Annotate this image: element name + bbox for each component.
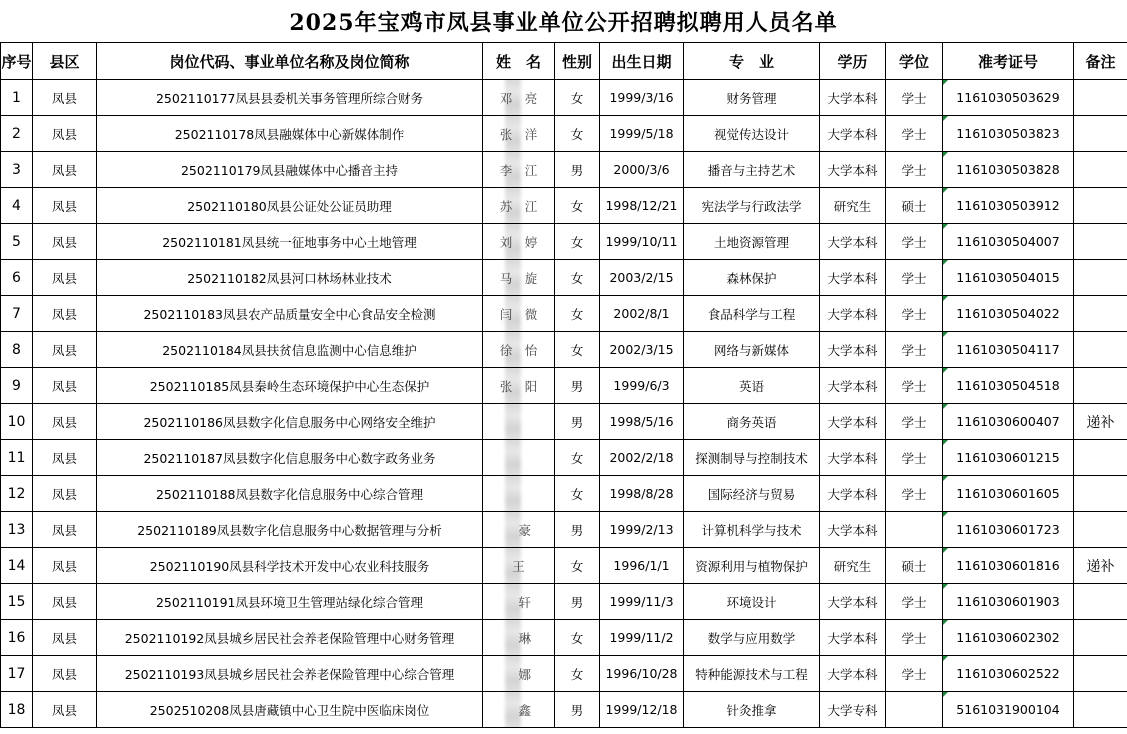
post-cell: 2502110192凤县城乡居民社会养老保险管理中心财务管理 xyxy=(97,620,483,656)
major-cell: 数学与应用数学 xyxy=(684,620,820,656)
name-cell xyxy=(483,188,555,224)
exam-id-cell xyxy=(943,476,1074,512)
major-cell: 土地资源管理 xyxy=(684,224,820,260)
exam-id-text: 1161030503828 xyxy=(956,162,1060,177)
birth-cell: 1999/10/11 xyxy=(600,224,684,260)
note-cell xyxy=(1074,224,1127,260)
degree-cell: 学士 xyxy=(886,620,943,656)
gender-cell: 女 xyxy=(555,620,600,656)
exam-id-cell xyxy=(943,692,1074,728)
gender-cell: 女 xyxy=(555,80,600,116)
exam-id-cell xyxy=(943,404,1074,440)
education-cell: 大学专科 xyxy=(820,692,886,728)
seq-cell: 3 xyxy=(1,152,33,188)
post-cell: 2502110181凤县统一征地事务中心土地管理 xyxy=(97,224,483,260)
note-cell xyxy=(1074,656,1127,692)
gender-cell: 男 xyxy=(555,584,600,620)
name-text: 刘 婷 xyxy=(499,234,538,250)
redaction-blur xyxy=(505,404,521,440)
post-cell: 2502110179凤县融媒体中心播音主持 xyxy=(97,152,483,188)
name-cell xyxy=(483,440,555,476)
post-cell: 2502110185凤县秦岭生态环境保护中心生态保护 xyxy=(97,368,483,404)
birth-cell: 2000/3/6 xyxy=(600,152,684,188)
table-row xyxy=(1,548,1127,584)
birth-cell: 1996/10/28 xyxy=(600,656,684,692)
degree-cell: 学士 xyxy=(886,584,943,620)
major-cell: 宪法学与行政法学 xyxy=(684,188,820,224)
major-cell: 针灸推拿 xyxy=(684,692,820,728)
major-cell: 英语 xyxy=(684,368,820,404)
education-cell: 大学本科 xyxy=(820,512,886,548)
education-cell: 大学本科 xyxy=(820,332,886,368)
name-text: 豪 xyxy=(505,522,531,538)
table-row xyxy=(1,692,1127,728)
exam-id-cell xyxy=(943,80,1074,116)
note-cell xyxy=(1074,116,1127,152)
education-cell: 大学本科 xyxy=(820,296,886,332)
name-cell xyxy=(483,332,555,368)
county-cell: 凤县 xyxy=(33,260,97,296)
county-cell: 凤县 xyxy=(33,332,97,368)
note-cell xyxy=(1074,692,1127,728)
exam-id-text: 5161031900104 xyxy=(956,702,1060,717)
education-cell: 大学本科 xyxy=(820,116,886,152)
col-header-note: 备注 xyxy=(1074,43,1127,80)
seq-cell: 14 xyxy=(1,548,33,584)
seq-cell: 12 xyxy=(1,476,33,512)
degree-cell xyxy=(886,512,943,548)
col-header-seq: 序号 xyxy=(1,43,33,80)
table-row xyxy=(1,260,1127,296)
education-cell: 大学本科 xyxy=(820,260,886,296)
birth-cell: 1998/5/16 xyxy=(600,404,684,440)
name-cell xyxy=(483,476,555,512)
error-indicator-icon xyxy=(943,512,948,517)
county-cell: 凤县 xyxy=(33,656,97,692)
col-header-education: 学历 xyxy=(820,43,886,80)
name-cell xyxy=(483,296,555,332)
name-cell xyxy=(483,512,555,548)
exam-id-text: 1161030601605 xyxy=(956,486,1060,501)
birth-cell: 1996/1/1 xyxy=(600,548,684,584)
note-cell xyxy=(1074,476,1127,512)
county-cell: 凤县 xyxy=(33,116,97,152)
error-indicator-icon xyxy=(943,584,948,589)
birth-cell: 1999/2/13 xyxy=(600,512,684,548)
exam-id-text: 1161030504022 xyxy=(956,306,1060,321)
seq-cell: 4 xyxy=(1,188,33,224)
post-cell: 2502110184凤县扶贫信息监测中心信息维护 xyxy=(97,332,483,368)
county-cell: 凤县 xyxy=(33,584,97,620)
name-cell xyxy=(483,692,555,728)
gender-cell: 女 xyxy=(555,440,600,476)
county-cell: 凤县 xyxy=(33,188,97,224)
table-row xyxy=(1,296,1127,332)
gender-cell: 男 xyxy=(555,152,600,188)
name-cell xyxy=(483,260,555,296)
major-cell: 资源利用与植物保护 xyxy=(684,548,820,584)
birth-cell: 2002/8/1 xyxy=(600,296,684,332)
post-cell: 2502110193凤县城乡居民社会养老保险管理中心综合管理 xyxy=(97,656,483,692)
exam-id-text: 1161030503629 xyxy=(956,90,1060,105)
error-indicator-icon xyxy=(943,476,948,481)
gender-cell: 女 xyxy=(555,260,600,296)
name-cell xyxy=(483,584,555,620)
error-indicator-icon xyxy=(943,656,948,661)
degree-cell: 学士 xyxy=(886,116,943,152)
col-header-exam-id: 准考证号 xyxy=(943,43,1074,80)
gender-cell: 女 xyxy=(555,332,600,368)
gender-cell: 男 xyxy=(555,404,600,440)
exam-id-cell xyxy=(943,224,1074,260)
name-cell xyxy=(483,620,555,656)
county-cell: 凤县 xyxy=(33,512,97,548)
name-cell xyxy=(483,116,555,152)
name-cell xyxy=(483,656,555,692)
education-cell: 研究生 xyxy=(820,188,886,224)
col-header-degree: 学位 xyxy=(886,43,943,80)
note-cell: 递补 xyxy=(1074,404,1127,440)
exam-id-cell xyxy=(943,260,1074,296)
exam-id-text: 1161030503912 xyxy=(956,198,1060,213)
education-cell: 大学本科 xyxy=(820,584,886,620)
county-cell: 凤县 xyxy=(33,368,97,404)
exam-id-text: 1161030504007 xyxy=(956,234,1060,249)
gender-cell: 女 xyxy=(555,656,600,692)
seq-cell: 9 xyxy=(1,368,33,404)
name-text: 娜 xyxy=(505,666,531,682)
error-indicator-icon xyxy=(943,188,948,193)
county-cell: 凤县 xyxy=(33,152,97,188)
gender-cell: 女 xyxy=(555,188,600,224)
post-cell: 2502110189凤县数字化信息服务中心数据管理与分析 xyxy=(97,512,483,548)
seq-cell: 8 xyxy=(1,332,33,368)
table-row xyxy=(1,584,1127,620)
note-cell xyxy=(1074,368,1127,404)
seq-cell: 6 xyxy=(1,260,33,296)
education-cell: 大学本科 xyxy=(820,152,886,188)
name-text: 李 江 xyxy=(499,162,538,178)
seq-cell: 10 xyxy=(1,404,33,440)
note-cell xyxy=(1074,440,1127,476)
table-row xyxy=(1,404,1127,440)
col-header-birth: 出生日期 xyxy=(600,43,684,80)
error-indicator-icon xyxy=(943,368,948,373)
degree-cell: 硕士 xyxy=(886,548,943,584)
education-cell: 大学本科 xyxy=(820,476,886,512)
error-indicator-icon xyxy=(943,296,948,301)
exam-id-cell xyxy=(943,152,1074,188)
county-cell: 凤县 xyxy=(33,476,97,512)
degree-cell: 学士 xyxy=(886,476,943,512)
exam-id-text: 1161030601723 xyxy=(956,522,1060,537)
birth-cell: 2003/2/15 xyxy=(600,260,684,296)
birth-cell: 1998/8/28 xyxy=(600,476,684,512)
error-indicator-icon xyxy=(943,548,948,553)
degree-cell: 学士 xyxy=(886,656,943,692)
county-cell: 凤县 xyxy=(33,440,97,476)
note-cell xyxy=(1074,152,1127,188)
post-cell: 2502510208凤县唐藏镇中心卫生院中医临床岗位 xyxy=(97,692,483,728)
exam-id-text: 1161030504117 xyxy=(956,342,1060,357)
table-row xyxy=(1,332,1127,368)
table-body xyxy=(1,80,1127,728)
seq-cell: 1 xyxy=(1,80,33,116)
exam-id-cell xyxy=(943,620,1074,656)
exam-id-cell xyxy=(943,512,1074,548)
table-row xyxy=(1,440,1127,476)
county-cell: 凤县 xyxy=(33,80,97,116)
degree-cell: 学士 xyxy=(886,368,943,404)
table-row xyxy=(1,512,1127,548)
education-cell: 大学本科 xyxy=(820,224,886,260)
name-text: 轩 xyxy=(505,594,531,610)
table-row xyxy=(1,656,1127,692)
name-cell xyxy=(483,80,555,116)
table-row xyxy=(1,368,1127,404)
exam-id-cell xyxy=(943,188,1074,224)
exam-id-cell xyxy=(943,116,1074,152)
education-cell: 大学本科 xyxy=(820,404,886,440)
table-row xyxy=(1,476,1127,512)
name-text xyxy=(519,451,544,466)
note-cell xyxy=(1074,332,1127,368)
exam-id-cell xyxy=(943,296,1074,332)
error-indicator-icon xyxy=(943,152,948,157)
seq-cell: 7 xyxy=(1,296,33,332)
degree-cell: 学士 xyxy=(886,152,943,188)
education-cell: 大学本科 xyxy=(820,620,886,656)
county-cell: 凤县 xyxy=(33,296,97,332)
col-header-name: 姓 名 xyxy=(483,43,555,80)
county-cell: 凤县 xyxy=(33,620,97,656)
degree-cell: 硕士 xyxy=(886,188,943,224)
gender-cell: 女 xyxy=(555,548,600,584)
col-header-gender: 性别 xyxy=(555,43,600,80)
exam-id-text: 1161030601903 xyxy=(956,594,1060,609)
exam-id-text: 1161030601215 xyxy=(956,450,1060,465)
exam-id-text: 1161030504518 xyxy=(956,378,1060,393)
degree-cell xyxy=(886,692,943,728)
birth-cell: 1999/11/3 xyxy=(600,584,684,620)
error-indicator-icon xyxy=(943,404,948,409)
county-cell: 凤县 xyxy=(33,224,97,260)
seq-cell: 2 xyxy=(1,116,33,152)
table-row xyxy=(1,620,1127,656)
birth-cell: 1998/12/21 xyxy=(600,188,684,224)
exam-id-cell xyxy=(943,332,1074,368)
degree-cell: 学士 xyxy=(886,224,943,260)
major-cell: 国际经济与贸易 xyxy=(684,476,820,512)
post-cell: 2502110180凤县公证处公证员助理 xyxy=(97,188,483,224)
note-cell: 递补 xyxy=(1074,548,1127,584)
county-cell: 凤县 xyxy=(33,692,97,728)
col-header-major: 专 业 xyxy=(684,43,820,80)
gender-cell: 女 xyxy=(555,224,600,260)
exam-id-cell xyxy=(943,440,1074,476)
seq-cell: 13 xyxy=(1,512,33,548)
major-cell: 财务管理 xyxy=(684,80,820,116)
exam-id-text: 1161030600407 xyxy=(956,414,1060,429)
major-cell: 网络与新媒体 xyxy=(684,332,820,368)
error-indicator-icon xyxy=(943,224,948,229)
personnel-table xyxy=(0,42,1127,728)
degree-cell: 学士 xyxy=(886,80,943,116)
exam-id-cell xyxy=(943,368,1074,404)
education-cell: 大学本科 xyxy=(820,368,886,404)
county-cell: 凤县 xyxy=(33,404,97,440)
post-cell: 2502110187凤县数字化信息服务中心数字政务业务 xyxy=(97,440,483,476)
table-row xyxy=(1,224,1127,260)
gender-cell: 男 xyxy=(555,512,600,548)
seq-cell: 15 xyxy=(1,584,33,620)
education-cell: 大学本科 xyxy=(820,80,886,116)
note-cell xyxy=(1074,260,1127,296)
seq-cell: 16 xyxy=(1,620,33,656)
degree-cell: 学士 xyxy=(886,404,943,440)
col-header-post: 岗位代码、事业单位名称及岗位简称 xyxy=(97,43,483,80)
major-cell: 商务英语 xyxy=(684,404,820,440)
seq-cell: 18 xyxy=(1,692,33,728)
exam-id-cell xyxy=(943,548,1074,584)
error-indicator-icon xyxy=(943,620,948,625)
note-cell xyxy=(1074,188,1127,224)
birth-cell: 1999/12/18 xyxy=(600,692,684,728)
table-row xyxy=(1,80,1127,116)
gender-cell: 女 xyxy=(555,296,600,332)
error-indicator-icon xyxy=(943,692,948,697)
name-cell xyxy=(483,152,555,188)
note-cell xyxy=(1074,80,1127,116)
post-cell: 2502110190凤县科学技术开发中心农业科技服务 xyxy=(97,548,483,584)
post-cell: 2502110182凤县河口林场林业技术 xyxy=(97,260,483,296)
name-text: 张 洋 xyxy=(499,126,538,142)
degree-cell: 学士 xyxy=(886,440,943,476)
exam-id-text: 1161030601816 xyxy=(956,558,1060,573)
name-cell xyxy=(483,404,555,440)
name-text: 张 阳 xyxy=(499,378,538,394)
degree-cell: 学士 xyxy=(886,260,943,296)
exam-id-text: 1161030602302 xyxy=(956,630,1060,645)
name-text: 马 旋 xyxy=(499,270,538,286)
major-cell: 环境设计 xyxy=(684,584,820,620)
name-text: 邓 亮 xyxy=(499,90,538,106)
post-cell: 2502110186凤县数字化信息服务中心网络安全维护 xyxy=(97,404,483,440)
post-cell: 2502110191凤县环境卫生管理站绿化综合管理 xyxy=(97,584,483,620)
post-cell: 2502110177凤县县委机关事务管理所综合财务 xyxy=(97,80,483,116)
degree-cell: 学士 xyxy=(886,296,943,332)
exam-id-text: 1161030503823 xyxy=(956,126,1060,141)
gender-cell: 女 xyxy=(555,476,600,512)
post-cell: 2502110188凤县数字化信息服务中心综合管理 xyxy=(97,476,483,512)
gender-cell: 男 xyxy=(555,368,600,404)
note-cell xyxy=(1074,584,1127,620)
major-cell: 视觉传达设计 xyxy=(684,116,820,152)
name-text: 王 xyxy=(512,558,538,574)
error-indicator-icon xyxy=(943,440,948,445)
major-cell: 探测制导与控制技术 xyxy=(684,440,820,476)
gender-cell: 男 xyxy=(555,692,600,728)
error-indicator-icon xyxy=(943,80,948,85)
name-cell xyxy=(483,368,555,404)
major-cell: 特种能源技术与工程 xyxy=(684,656,820,692)
seq-cell: 11 xyxy=(1,440,33,476)
table-row xyxy=(1,152,1127,188)
error-indicator-icon xyxy=(943,260,948,265)
note-cell xyxy=(1074,296,1127,332)
seq-cell: 17 xyxy=(1,656,33,692)
education-cell: 大学本科 xyxy=(820,440,886,476)
name-text: 琳 xyxy=(505,630,531,646)
page-title: 2025年宝鸡市凤县事业单位公开招聘拟聘用人员名单 xyxy=(289,9,838,36)
major-cell: 计算机科学与技术 xyxy=(684,512,820,548)
gender-cell: 女 xyxy=(555,116,600,152)
major-cell: 食品科学与工程 xyxy=(684,296,820,332)
exam-id-text: 1161030602522 xyxy=(956,666,1060,681)
birth-cell: 1999/5/18 xyxy=(600,116,684,152)
note-cell xyxy=(1074,512,1127,548)
error-indicator-icon xyxy=(943,332,948,337)
col-header-county: 县区 xyxy=(33,43,97,80)
name-text: 闫 微 xyxy=(499,306,538,322)
post-cell: 2502110183凤县农产品质量安全中心食品安全检测 xyxy=(97,296,483,332)
degree-cell: 学士 xyxy=(886,332,943,368)
exam-id-text: 1161030504015 xyxy=(956,270,1060,285)
birth-cell: 1999/6/3 xyxy=(600,368,684,404)
birth-cell: 1999/11/2 xyxy=(600,620,684,656)
exam-id-cell xyxy=(943,584,1074,620)
name-text: 鑫 xyxy=(505,702,531,718)
table-row xyxy=(1,116,1127,152)
birth-cell: 2002/3/15 xyxy=(600,332,684,368)
exam-id-cell xyxy=(943,656,1074,692)
birth-cell: 1999/3/16 xyxy=(600,80,684,116)
education-cell: 研究生 xyxy=(820,548,886,584)
education-cell: 大学本科 xyxy=(820,656,886,692)
name-cell xyxy=(483,548,555,584)
birth-cell: 2002/2/18 xyxy=(600,440,684,476)
major-cell: 播音与主持艺术 xyxy=(684,152,820,188)
post-cell: 2502110178凤县融媒体中心新媒体制作 xyxy=(97,116,483,152)
header-row xyxy=(1,43,1127,80)
table-row xyxy=(1,188,1127,224)
county-cell: 凤县 xyxy=(33,548,97,584)
name-text: 苏 江 xyxy=(499,198,538,214)
seq-cell: 5 xyxy=(1,224,33,260)
note-cell xyxy=(1074,620,1127,656)
name-text xyxy=(519,487,544,502)
name-cell xyxy=(483,224,555,260)
error-indicator-icon xyxy=(943,116,948,121)
name-text: 徐 怡 xyxy=(499,342,538,358)
major-cell: 森林保护 xyxy=(684,260,820,296)
